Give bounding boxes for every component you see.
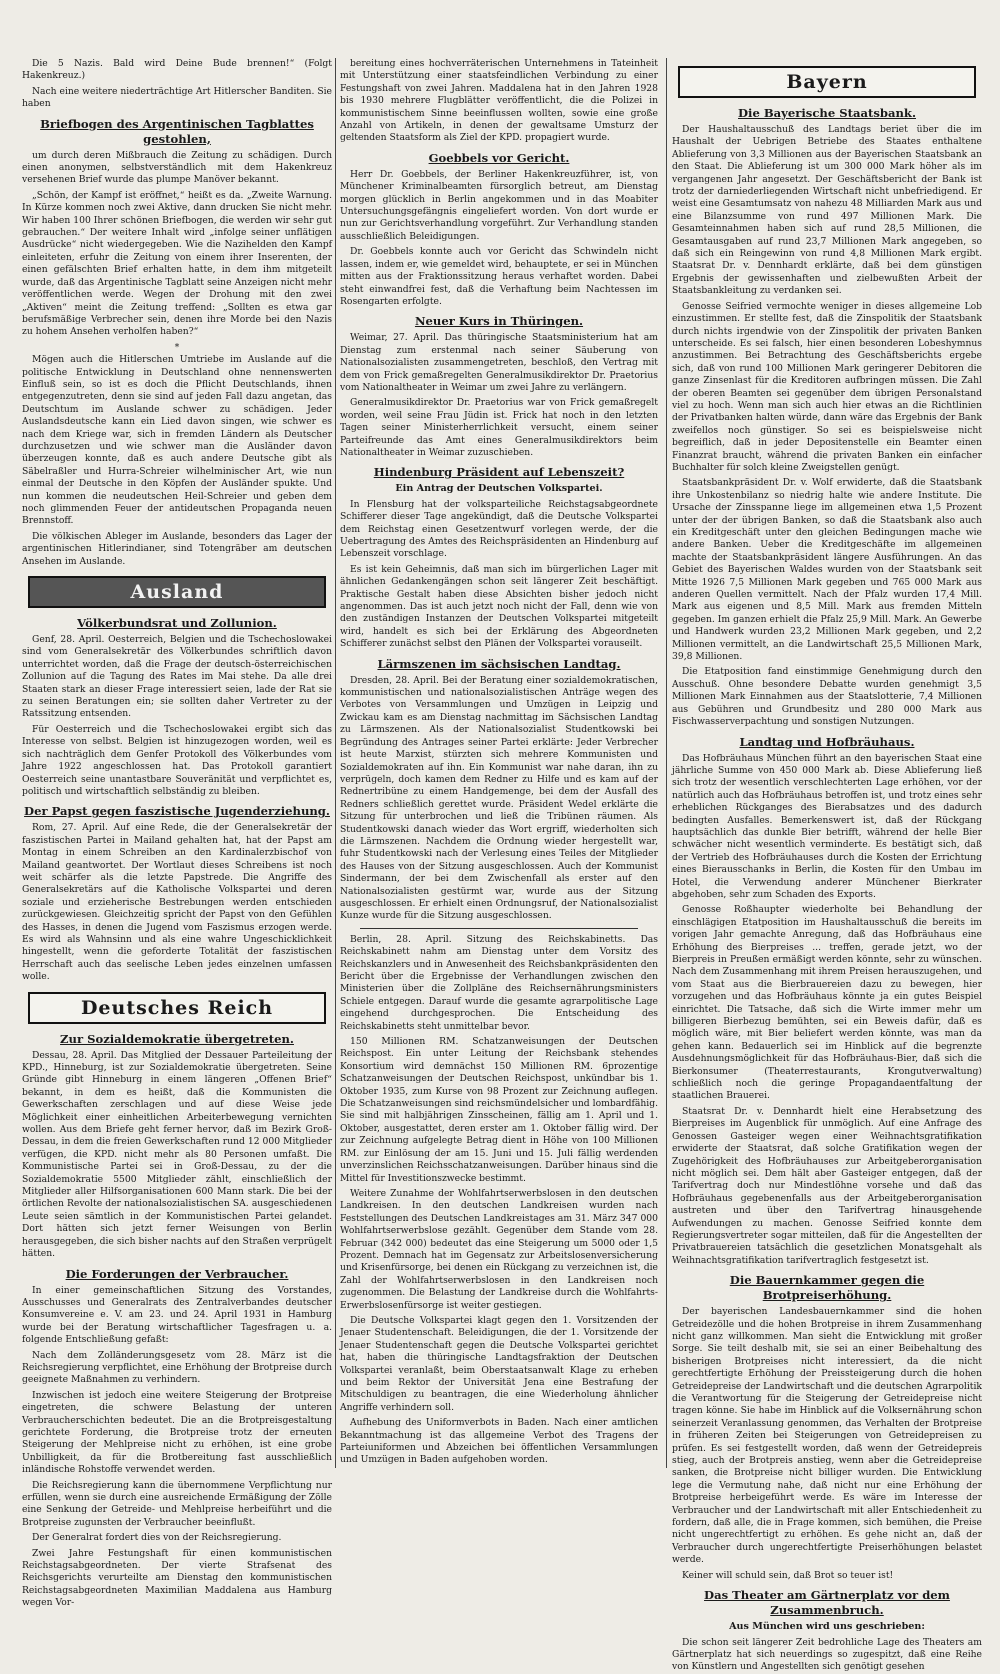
paragraph: 150 Millionen RM. Schatzanweisungen der Deutschen Reichspost. Ein unter Leitung der Reichsbank stehendes Konsortium wird demnächst 150 Millionen RM. 6prozentige Schatzanweisungen der Deutschen Reichspost, unkündbar bis 1. Oktober 1935, zum Kurse von 98 Prozent zur Zeichnung auflegen. Die Schatzanweisungen sind reichsmündelsicher und lombardfähig. Sie sind mit halbjährigen Zinsscheinen, fällig am 1. April und 1. Oktober, ausgestattet, deren erster am 1. Oktober fällig wird. Der zur Zeichnung aufgelegte Betrag dient in Höhe von 100 Millionen RM. zur Einlösung der am 15. Juni und 15. Juli fällig werdenden unverzinslichen Reichsschatzanweisungen. Darüber hinaus sind die Mittel für Investitionszwecke bestimmt. bbox=[340, 1036, 658, 1184]
paragraph: Für Oesterreich und die Tschechoslowakei ergibt sich das Interesse von selbst. Belgien ist hinzugezogen worden, weil es sich nachträglich dem Genfer Protokoll des Völkerbundes vom Jahre 1922 angeschlossen hat. Das Protokoll garantiert Oesterreich seine unantastbare Souveränität und verpflichtet es, politisch und wirtschaftlich selbständig zu bleiben. bbox=[22, 723, 332, 797]
paragraph: Die völkischen Ableger im Auslande, besonders das Lager der argentinischen Hitlerindianer, sind Totengräber am deutschen Ansehen im Auslande. bbox=[22, 530, 332, 567]
paragraph: Die schon seit längerer Zeit bedrohliche Lage des Theaters am Gärtnerplatz hat sich neuerdings so zugespitzt, daß eine Reihe von Künstlern und Angestellten sich genötigt gesehen bbox=[672, 1636, 982, 1673]
article-heading: Die Forderungen der Verbraucher. bbox=[65, 1266, 289, 1281]
article-heading: Das Theater am Gärtnerplatz vor dem Zusammenbruch. bbox=[704, 1588, 950, 1618]
section-separator: * bbox=[174, 342, 180, 353]
paragraph: Mögen auch die Hitlerschen Umtriebe im Auslande auf die politische Entwicklung in Deutschland ohne nennenswerten Einfluß sein, so ist es doch die Pflicht Deutschlands, ihnen entgegenzutreten, denn sie sind auf jeden Fall dazu angetan, das Deutschtum im Auslande schwer zu schädigen. Jeder Auslandsdeutsche kann ein Lied davon singen, wie schwer es nach dem Kriege war, sich in fremden Ländern als Deutscher durchzusetzen und wie schwer man die Ausländer davon überzeugen konnte, daß es auch andere Deutsche gibt als Säbelraßler und Hurra-Schreier wilhelminischer Art, wie nun einmal der Deutsche in den Köpfen der Ausländer spukte. Und nun kommen die neudeutschen Heil-Schreier und geben dem noch glimmenden Feuer der antideutschen Propaganda neuen Brennstoff. bbox=[22, 354, 332, 527]
column-left bbox=[22, 58, 332, 1609]
paragraph: Dr. Goebbels konnte auch vor Gericht das Schwindeln nicht lassen, indem er, wie gemeldet wird, behauptete, er sei in München mitten aus der Fraktionssitzung heraus verhaftet worden. Dabei steht einwandfrei fest, daß die Verhaftung beim Nachtessen im Rosengarten erfolgte. bbox=[340, 246, 658, 307]
section-banner-deutsches-reich: Deutsches Reich bbox=[28, 992, 326, 1024]
article-heading: Neuer Kurs in Thüringen. bbox=[414, 314, 584, 329]
paragraph: Der Haushaltausschuß des Landtags beriet über die im Haushalt der Uebrigen Betriebe des Staates enthaltene Ablieferung von 3,3 Millionen aus der Bayerischen Staatsbank an den Staat. Die Ablieferung ist um 300 000 Mark höher als im vergangenen Jahr angesetzt. Der Geschäftsbericht der Bank ist trotz der darniederliegenden Wirtschaft nicht unbefriedigend. Er weist eine Gesamtumsatz von nahezu 48 Milliarden Mark aus und eine Bilanzsumme von rund 497 Millionen Mark. Die Gesamteinnahmen haben sich auf rund 28,5 Millionen, die Gesamtausgaben auf rund 23,7 Millionen Mark angegeben, so daß sich ein Reingewinn von rund 4,8 Millionen Mark ergibt. Staatsrat Dr. v. Dennhardt erklärte, daß bei dem günstigen Ergebnis der gewissenhaften und zielbewußten Arbeit der Staatsbankleitung zu verdanken sei. bbox=[672, 124, 982, 297]
paragraph: Dresden, 28. April. Bei der Beratung einer sozialdemokratischen, kommunistischen und nationalsozialistischen Anträge wegen des Verbotes von Versammlungen und Umzügen in Leipzig und Zwickau kam es am Dienstag nachmittag im Sächsischen Landtag zu Lärmszenen. Als der Nationalsozialist Studentkowski bei Begründung des Antrages seiner Partei erklärte: Jeder Verbrecher ist heute Marxist, stürzten sich mehrere Kommunisten und Sozialdemokraten auf ihn. Ein Kommunist war nahe daran, ihn zu verprügeln, doch kamen dem Redner zu Hilfe und es kam auf der Rednertribüne zu einem Handgemenge, bei dem der Ausfall des Redners schließlich gerettet wurde. Präsident Wedel erklärte die Sitzung für unterbrochen und ließ die Tribünen räumen. Als Studentkowski danach wieder das Wort ergriff, wiederholten sich die Lärmszenen. Nachdem die Ordnung wieder hergestellt war, fuhr Studentkowski nach der Verlesung eines Teiles der Mitglieder des Hauses von der Sitzung ausgeschlossen. Auch der Kommunist Sindermann, der bei dem Zwischenfall als erster auf den Nationalsozialisten gestürmt war, wurde aus der Sitzung ausgeschlossen. Er erhielt einen Ordnungsruf, der Nationalsozialist Kunze wurde für die Sitzung ausgeschlossen. bbox=[340, 674, 658, 922]
paragraph: In einer gemeinschaftlichen Sitzung des Vorstandes, Ausschusses und Generalrats des Zentralverbandes deutscher Konsumvereine e. V. am 23. und 24. April 1931 in Hamburg wurde bei der Beratung wirtschaftlicher Tagesfragen u. a. folgende Entschließung gefaßt: bbox=[22, 1284, 332, 1346]
paragraph: Generalmusikdirektor Dr. Praetorius war von Frick gemaßregelt worden, weil seine Frau Jüdin ist. Frick hat noch in den letzten Tagen seiner Ministerherrlichkeit versucht, einem seiner Parteifreunde das Amt eines Generalmusikdirektors beim Nationaltheater in Weimar zuzuschieben. bbox=[340, 397, 658, 458]
paragraph: Herr Dr. Goebbels, der Berliner Hakenkreuzführer, ist, von Münchener Kriminalbeamten fürsorglich betreut, am Dienstag morgen glücklich in Berlin angekommen und in das Moabiter Untersuchungsgefängnis eingeliefert worden. Von dort wurde er nun zur Gerichtsverhandlung vorgeführt. Zur Verhandlung standen ausschließlich Beleidigungen. bbox=[340, 168, 658, 242]
article-heading: Der Papst gegen faszistische Jugenderziehung. bbox=[24, 804, 330, 819]
paragraph: Dessau, 28. April. Das Mitglied der Dessauer Parteileitung der KPD., Hinneburg, ist zur Sozialdemokratie übergetreten. Seine Gründe gibt Hinneburg in einem längeren „Offenen Brief“ bekannt, in dem es heißt, daß die Kommunisten die Gewerkschaften zerschlagen und auf diese Weise jede Möglichkeit einer einheitlichen Arbeiterbewegung vernichten wollen. Aus dem Briefe geht ferner hervor, daß im Bezirk Groß-Dessau, in dem die freien Gewerkschaften rund 12 000 Mitglieder verfügen, die KPD. nicht mehr als 80 Personen umfaßt. Die Kommunistische Partei sei in Groß-Dessau, zu der die Sozialdemokratie 5500 Mitglieder zählt, einschließlich der Mitglieder aller Hilfsorganisationen 600 Mann stark. Die bei der örtlichen Revolte der nationalsozialistischen SA. ausgeschiedenen Leute seien sämtlich in der Kommunistischen Partei gelandet. Dort hätten sich jetzt ferner Weisungen von Berlin herausgegeben, die sich bisher nachts auf den Straßen verprügelt hätten. bbox=[22, 1049, 332, 1260]
paragraph: Keiner will schuld sein, daß Brot so teuer ist! bbox=[682, 1569, 894, 1581]
paragraph: Die Etatposition fand einstimmige Genehmigung durch den Ausschuß. Ohne besondere Debatte wurden genehmigt 3,5 Millionen Mark Einnahmen aus der Staatslotterie, 7,4 Millionen aus Gebühren und Grundbesitz und 280 000 Mark aus Fischwasserverpachtung und sonstigen Nutzungen. bbox=[672, 666, 982, 728]
paragraph: Aufhebung des Uniformverbots in Baden. Nach einer amtlichen Bekanntmachung ist das allgemeine Verbot des Tragens der Parteiuniformen und Abzeichen bei öffentlichen Versammlungen und Umzügen in Baden aufgehoben worden. bbox=[340, 1417, 658, 1466]
paragraph: Genosse Seifried vermochte weniger in dieses allgemeine Lob einzustimmen. Er stellte fest, daß die Zinspolitik der Staatsbank durch nichts irgendwie von der Zinspolitik der privaten Banken unterscheide. Es sei falsch, hier einen besonderen Lobeshymnus anzustimmen. Bei Betrachtung des Geschäftsberichts ergebe sich, daß von rund 100 Millionen Mark geringerer Debitoren die ganze Zinsenlast für die Kreditoren aufbringen müssen. Die Zahl der oberen Beamten sei gegenüber dem übrigen Personalstand viel zu hoch. Wenn man sich auch hier etwas an die Richtlinien der Privatbanken halten würde, dann wäre das Ergebnis der Bank zweifellos noch günstiger. So sei es beispielsweise nicht begreiflich, daß in jeder Depositenstelle ein Beamter einen Finanzrat braucht, während die privaten Banken ein einfacher Buchhalter für solch kleine Zweigstellen genügt. bbox=[672, 300, 982, 473]
paragraph: Staatsrat Dr. v. Dennhardt hielt eine Herabsetzung des Bierpreises im Augenblick für unmöglich. Auf eine Anfrage des Genossen Gasteiger wegen einer Weihnachtsgratifikation erwiderte der Staatsrat, daß solche Gratifikation wegen der Zugehörigkeit des Hofbräuhauses zur Arbeitgeberorganisation nicht möglich sei. Dem hält aber Gasteiger entgegen, daß der Tarifvertrag doch nur Mindestlöhne vorsehe und daß das Hofbräuhaus gegebenenfalls aus der Arbeitgeberorganisation austreten und über den Tarifvertrag hinausgehende Aufwendungen zu machen. Genosse Seifried konnte dem Regierungsvertreter sogar mitteilen, daß für die Angestellten der Privatbrauereien tatsächlich die gesetzlichen Monatsgehalt als Weihnachtsgratifikation tarifvertraglich festgesetzt ist. bbox=[672, 1105, 982, 1266]
paragraph: Nach dem Zolländerungsgesetz vom 28. März ist die Reichsregierung verpflichtet, eine Erhöhung der Brotpreise durch geeignete Maßnahmen zu verhindern. bbox=[22, 1349, 332, 1386]
paragraph: Inzwischen ist jedoch eine weitere Steigerung der Brotpreise eingetreten, die schwere Belastung der unteren Verbraucherschichten bedeutet. Die an die Brotpreisgestaltung gerichtete Forderung, die Brotpreise trotz der erneuten Steigerung der Mehlpreise nicht zu erhöhen, ist eine grobe Unbilligkeit, da für die Brotbereitung fast ausschließlich inländische Rohstoffe verwendet werden. bbox=[22, 1389, 332, 1476]
column-right bbox=[672, 58, 982, 1673]
section-banner-ausland: Ausland bbox=[28, 576, 326, 608]
paragraph: Genf, 28. April. Oesterreich, Belgien und die Tschechoslowakei sind vom Generalsekretär des Völkerbundes schriftlich davon unterrichtet worden, daß die Frage der deutsch-österreichischen Zollunion auf die Tagung des Rates im Mai stehe. Da alle drei Staaten stark an dieser Frage interessiert seien, lade der Rat sie zu seinen Beratungen ein; sie sollten daher Vertreter zu der Ratssitzung entsenden. bbox=[22, 634, 332, 720]
paragraph: Die 5 Nazis. Bald wird Deine Bude brennen!“ (Folgt Hakenkreuz.) bbox=[22, 58, 332, 82]
paragraph: Staatsbankpräsident Dr. v. Wolf erwiderte, daß die Staatsbank ihre Unkostenbilanz so niedrig halte wie andere Institute. Die Ursache der Zinsspanne liege im allgemeinen etwa 1,5 Prozent unter der der übrigen Banken, so daß die Staatsbank also auch ein Kreditgeschäft unter den gleichen Bedingungen mache wie andere Banken. Ueber die Kreditgeschäfte im allgemeinen machte der Staatsbankpräsident längere Ausführungen. An das Gebiet des Bayerischen Waldes wurden von der Staatsbank seit Mitte 1926 7,5 Millionen Mark gegeben und 765 000 Mark aus anderen Quellen vermittelt. Nach der Pfalz wurden 17,4 Mill. Mark aus eigenen und 8,5 Mill. Mark aus fremden Mitteln gegeben. Im ganzen erhielt die Pfalz 25,9 Mill. Mark. An Gewerbe und Handwerk wurden 23,2 Millionen Mark gegeben, und 2,2 Millionen vermittelt, an die Landwirtschaft 25,5 Millionen Mark, 39,8 Millionen. bbox=[672, 477, 982, 663]
article-heading: Die Bayerische Staatsbank. bbox=[738, 106, 916, 120]
paragraph: Es ist kein Geheimnis, daß man sich im bürgerlichen Lager mit ähnlichen Gedankengängen schon seit längerer Zeit beschäftigt. Praktische Gestalt haben diese Absichten bisher jedoch nicht angenommen. Das ist auch jetzt noch nicht der Fall, denn wie von den zuständigen Instanzen der Deutschen Volkspartei mitgeteilt wird, handelt es sich bei der Erklärung des Abgeordneten Schifferer zunächst selbst den Plänen der Volkspartei vorauseilt. bbox=[340, 563, 658, 650]
paragraph: Der bayerischen Landesbauernkammer sind die hohen Getreidezölle und die hohen Brotpreise in ihrem Zusammenhang nicht ganz willkommen. Man sieht die Entwicklung mit großer Sorge. Sie teilt deshalb mit, sie sei an einer Beibehaltung des bisherigen Brotpreises nicht interessiert, da die nicht gerechtfertigte Erhöhung der Preissteigerung durch die hohen Getreidepreise der Landwirtschaft und die deutschen Agrarpolitik die Verantwortung für die Steigerung der Getreidepreise nicht tragen könne. Sie habe im Hinblick auf die Volksernährung schon seinerzeit Veranlassung genommen, das Verhalten der Brotpreise in früheren Zeiten bei Steigerungen von Getreidepreisen zu prüfen. Es sei festgestellt worden, daß wenn der Getreidepreis stieg, auch der Brotpreis anstieg, wenn aber die Getreidepreise sanken, die Brotpreise nicht billiger wurden. Die Entwicklung lege die Vermutung nahe, daß nicht nur eine Erhöhung der Brotpreise herbeigeführt werde. Es wäre im Interesse der Verbraucher und der Landwirtschaft mit aller Entschiedenheit zu fordern, daß alle, die in Frage kommen, sich bemühen, die Preise nicht ungerechtfertigt zu erhöhen. Es gehe nicht an, daß der Verbraucher durch ungerechtfertigte Preiserhöhungen belastet werde. bbox=[672, 1306, 982, 1566]
paragraph: „Schön, der Kampf ist eröffnet,“ heißt es da. „Zweite Warnung. In Kürze kommen noch zwei Aktive, dann drucken Sie nicht mehr. Wir haben 100 Ihrer schönen Briefbogen, die werden wir sehr gut gebrauchen.“ Der weitere Inhalt wird „infolge seiner unflätigen Ausdrücke“ nicht wiedergegeben. Wie die Nazihelden den Kampf einleiteten, erfuhr die Zeitung von einem ihrer Inserenten, der einen gefälschten Brief erhalten hatte, in dem ihm mitgeteilt wurde, daß das Argentinische Tagblatt seine Anzeigen nicht mehr veröffentlichen werde. Wegen der Drohung mit den zwei „Aktiven“ meint die Zeitung treffend: „Sollten es etwa gar berufsmäßige Verbrecher sein, denen ihre Morde bei den Nazis zu hohem Ansehen verholfen haben?“ bbox=[22, 189, 332, 338]
paragraph: In Flensburg hat der volksparteiliche Reichstagsabgeordnete Schifferer dieser Tage angekündigt, daß die Deutsche Volkspartei dem Reichstag einen Gesetzentwurf vorlegen werde, der die Uebertragung des Amtes des Reichspräsidenten an Hindenburg auf Lebenszeit vorschlage. bbox=[340, 498, 658, 560]
article-heading: Briefbogen des Argentinischen Tagblattes gestohlen, bbox=[40, 116, 314, 146]
paragraph: Berlin, 28. April. Sitzung des Reichskabinetts. Das Reichskabinett nahm am Dienstag unter dem Vorsitz des Reichskanzlers und in Anwesenheit des Reichsbankpräsidenten den Bericht über die Ergebnisse der Verhandlungen zwischen den Ministerien über die Zollpläne des Reichsernährungsministers Schiele entgegen. Darauf wurde die gesamte agrarpolitische Lage eingehend durchgesprochen. Die Entscheidung des Reichskabinetts steht unmittelbar bevor. bbox=[340, 933, 658, 1032]
divider bbox=[360, 928, 638, 929]
paragraph: Zwei Jahre Festungshaft für einen kommunistischen Reichstagsabgeordneten. Der vierte Strafsenat des Reichsgerichts verurteilte am Dienstag den kommunistischen Reichstagsabgeordneten Maximilian Maddalena aus Hamburg wegen Vor- bbox=[22, 1547, 332, 1609]
paragraph: Nach eine weitere niederträchtige Art Hitlerscher Banditen. Sie haben bbox=[22, 85, 332, 110]
column-rule bbox=[335, 58, 336, 1468]
section-banner-bayern: Bayern bbox=[678, 66, 976, 98]
column-rule bbox=[666, 58, 667, 1468]
article-heading: Hindenburg Präsident auf Lebenszeit? bbox=[373, 465, 625, 480]
paragraph: Rom, 27. April. Auf eine Rede, die der Generalsekretär der faszistischen Partei in Mailand gehalten hat, hat der Papst am Montag in einem Schreiben an den Kardinalerzbischof von Mailand geantwortet. Der Wortlaut dieses Schreibens ist noch weit schärfer als die letzte Papstrede. Die Angriffe des Generalsekretärs auf die Katholische Volkspartei und deren soziale und erzieherische Bestrebungen werden entschieden zurückgewiesen. Gleichzeitig spricht der Papst von den Gefühlen des Hasses, in denen die Jugend vom Faszismus erzogen werde. Es wird als Wahnsinn und als eine wahre Ungeschicklichkeit hingestellt, wenn die geforderte Totalität der faszistischen Herrschaft auch das seelische Leben jedes einzelnen umfassen wolle. bbox=[22, 822, 332, 983]
column-middle bbox=[340, 58, 658, 1468]
article-subheading: Ein Antrag der Deutschen Volkspartei. bbox=[395, 483, 603, 495]
paragraph: Genosse Roßhaupter wiederholte bei Behandlung der einschlägigen Etatposition im Haushaltausschuß die bereits im vorigen Jahr gemachte Anregung, daß das Hofbräuhaus eine Erhöhung des Bierpreises ... treffen, gerade jetzt, wo der Bierpreis in Preußen ermäßigt werden könnte, sehr zu wünschen. Nach dem Zusammenhang mit ihrem Preisen herauszugehen, und vom Staat aus die Bierbrauereien dazu zu bewegen, hier vorzugehen und das Hofbräuhaus könnte ja ein gutes Beispiel einrichtet. Die Tatsache, daß sich die Wirte immer mehr um billigeren Bierbezug bemühten, sei ein Beweis dafür, daß es möglich wäre, mit Bier beliefert werden könnte, was man da gehen kann. Bedauerlich sei im Hinblick auf die begrenzte Ausdehnungsmöglichkeit für das Hofbräuhaus-Bier, daß sich die Bierkonsumer (Theaterrestaurants, Krongutverwaltung) schließlich noch die geringe Propagandaentfaltung der staatlichen Brauerei. bbox=[672, 904, 982, 1102]
paragraph: Die Reichsregierung kann die übernommene Verpflichtung nur erfüllen, wenn sie durch eine ausreichende Ermäßigung der Zölle eine Senkung der Getreide- und Mehlpreise herbeiführt und die Brotpreise zugunsten der Verbraucher beeinflußt. bbox=[22, 1479, 332, 1528]
paragraph: um durch deren Mißbrauch die Zeitung zu schädigen. Durch einen anonymen, selbstverständlich mit dem Hakenkreuz versehenen Brief wurde das plumpe Manöver bekannt. bbox=[22, 149, 332, 186]
paragraph: Der Generalrat fordert dies von der Reichsregierung. bbox=[32, 1532, 282, 1544]
article-heading: Die Bauernkammer gegen die Brotpreiserhöhung. bbox=[729, 1273, 925, 1303]
article-heading: Landtag und Hofbräuhaus. bbox=[739, 734, 915, 749]
paragraph: Die Deutsche Volkspartei klagt gegen den 1. Vorsitzenden der Jenaer Studentenschaft. Beleidigungen, die der 1. Vorsitzende der Jenaer Studentenschaft gegen die Deutsche Volkspartei gerichtet hat, haben die thüringische Landtagsfraktion der Deutschen Volkspartei veranlaßt, beim Oberstaatsanwalt Klage zu erheben und beim Rektor der Universität Jena eine Bestrafung der Mitschuldigen zu beantragen, die eine Wiederholung ähnlicher Angriffe verhindern soll. bbox=[340, 1314, 658, 1413]
article-heading: Völkerbundsrat und Zollunion. bbox=[77, 616, 277, 631]
article-heading: Goebbels vor Gericht. bbox=[428, 150, 570, 165]
article-subheading: Aus München wird uns geschrieben: bbox=[729, 1621, 925, 1633]
paragraph: Weitere Zunahme der Wohlfahrtserwerbslosen in den deutschen Landkreisen. In den deutschen Landkreisen wurden nach Feststellungen des Deutschen Landkreistages am 31. März 347 000 Wohlfahrtserwerbslose gezählt. Gegenüber dem Stande vom 28. Februar (342 000) bedeutet das eine Steigerung um 5000 oder 1,5 Prozent. Demnach hat im Gegensatz zur Arbeitslosenversicherung und Krisenfürsorge, bei denen ein Rückgang zu verzeichnen ist, die Zahl der Wohlfahrtserwerbslosen in den Landkreisen noch zugenommen. Die Belastung der Landkreise durch die Wohlfahrts-Erwerbslosenfürsorge ist weiter gestiegen. bbox=[340, 1187, 658, 1311]
paragraph: Weimar, 27. April. Das thüringische Staatsministerium hat am Dienstag zum erstenmal nach seiner Säuberung von Nationalsozialisten zusammengetreten, beschloß, den Vertrag mit dem von Frick gemaßregelten Generalmusikdirektor Dr. Praetorius vom Nationaltheater in Weimar um zwei Jahre zu verlängern. bbox=[340, 332, 658, 393]
article-heading: Zur Sozialdemokratie übergetreten. bbox=[60, 1031, 294, 1046]
paragraph: Das Hofbräuhaus München führt an den bayerischen Staat eine jährliche Summe von 450 000 Mark ab. Diese Ablieferung ließ sich trotz der wesentlich verschlechterten Lage erhöhen, vor der natürlich auch das Hofbräuhaus betroffen ist, und trotz eines sehr erheblichen Rückganges des Bierabsatzes und des dadurch bedingten Ausfalles. Bemerkenswert ist, daß der Rückgang hauptsächlich das dunkle Bier betrifft, während der helle Bier schwächer nicht wesentlich verminderte. Es bestätigt sich, daß der Vertrieb des Hofbräuhauses durch die Kosten der Errichtung eines Bierausschanks in Berlin, die Kosten für den Umbau im Hotel, die Verwendung anderer Münchener Bierkrater abgehoben, sehr zum Schaden des Exports. bbox=[672, 752, 982, 900]
paragraph: bereitung eines hochverräterischen Unternehmens in Tateinheit mit Unterstützung einer staatsfeindlichen Verbindung zu einer Festungshaft von zwei Jahren. Maddalena hat in den Jahren 1928 bis 1930 mehrere Flugblätter veröffentlicht, die die Polizei in kommunistischem Sinne beeinflussen wollten, sowie eine große Anzahl von Artikeln, in denen der gewaltsame Umsturz der geltenden Staatsform als Ziel der KPD. propagiert wurde. bbox=[340, 58, 658, 144]
article-heading: Lärmszenen im sächsischen Landtag. bbox=[377, 656, 621, 671]
